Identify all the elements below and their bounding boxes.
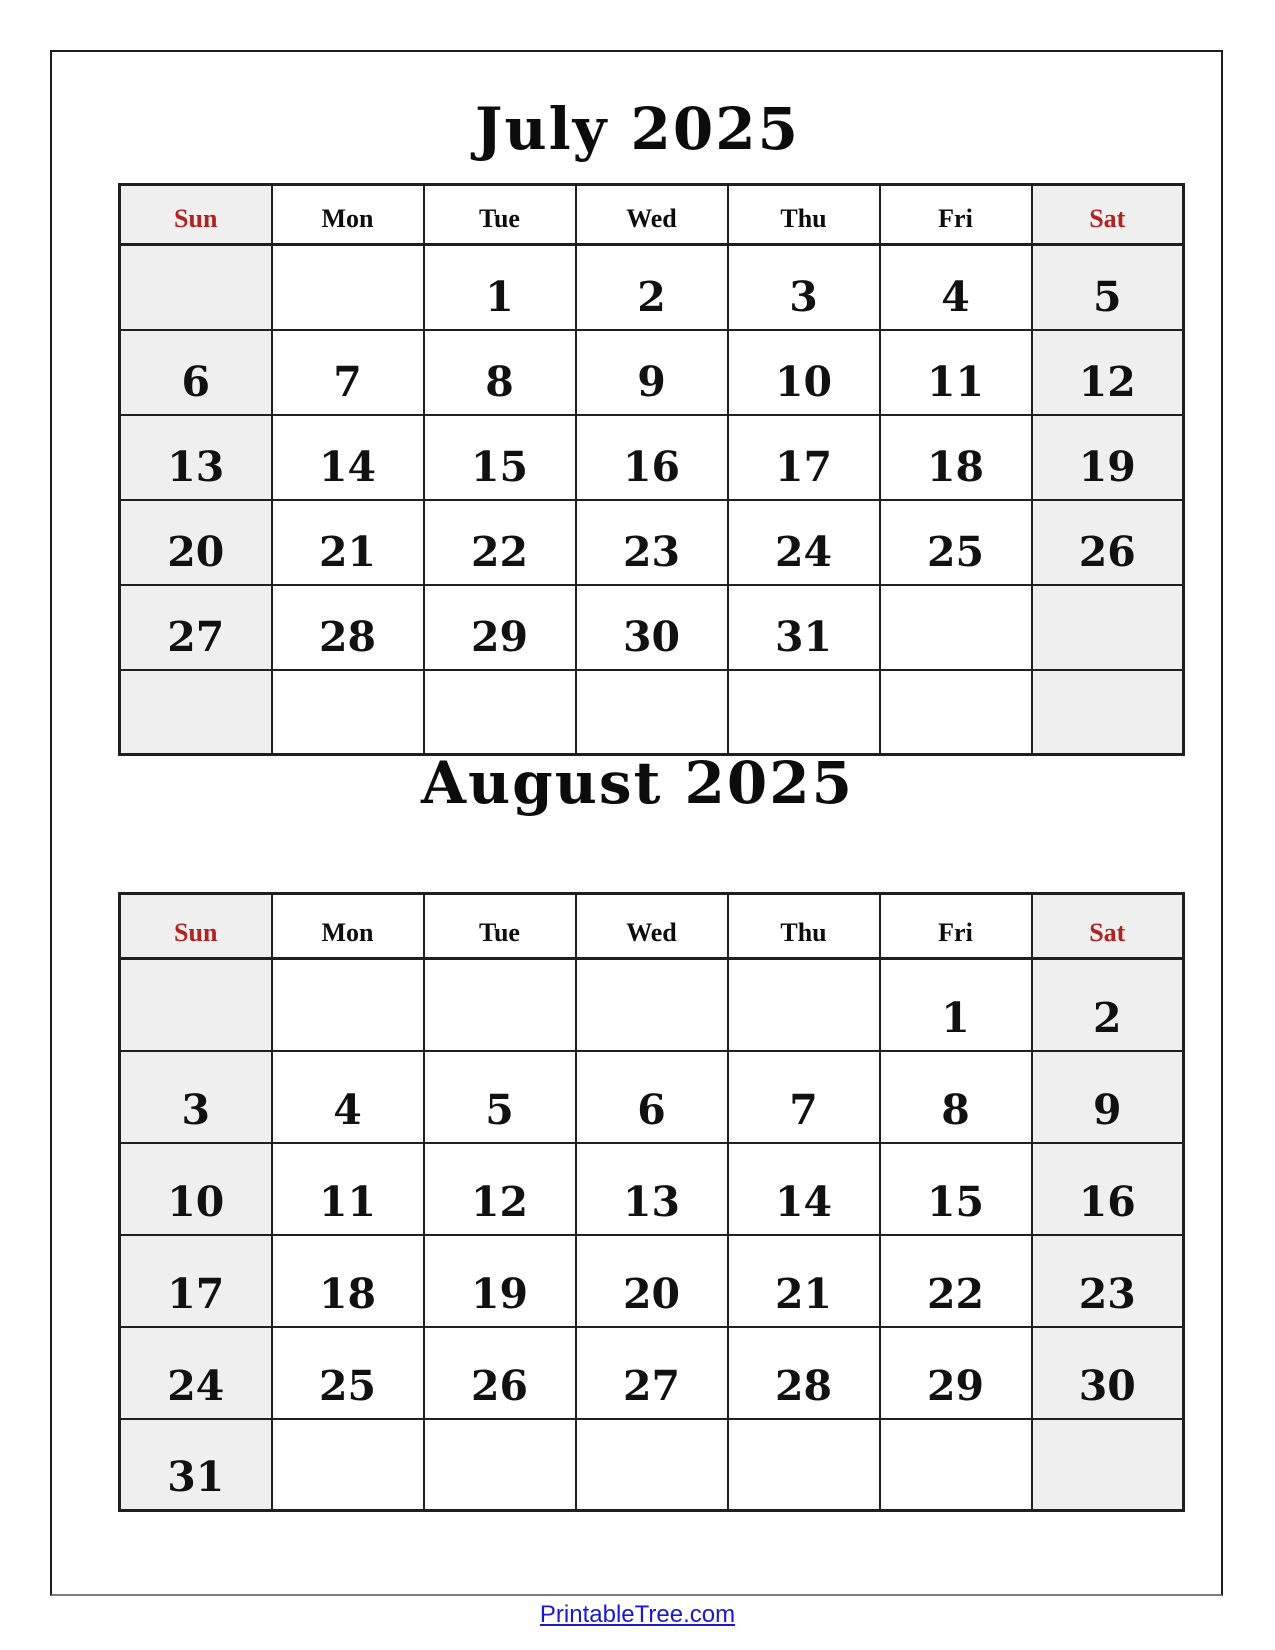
empty-cell — [576, 959, 728, 1051]
week-row — [120, 670, 1184, 755]
date-cell-25: 25 — [880, 500, 1032, 585]
week-row — [120, 415, 1184, 500]
date-cell-13: 13 — [120, 415, 272, 500]
date-cell-2: 2 — [1032, 959, 1184, 1051]
date-cell-3: 3 — [120, 1051, 272, 1143]
date-cell-31: 31 — [120, 1419, 272, 1511]
date-cell-25: 25 — [272, 1327, 424, 1419]
date-cell-9: 9 — [576, 330, 728, 415]
date-cell-13: 13 — [576, 1143, 728, 1235]
empty-cell — [424, 670, 576, 755]
date-cell-15: 15 — [424, 415, 576, 500]
date-cell-3: 3 — [728, 245, 880, 330]
date-cell-30: 30 — [576, 585, 728, 670]
date-cell-14: 14 — [728, 1143, 880, 1235]
day-header-wed: Wed — [576, 894, 728, 959]
week-row — [120, 245, 1184, 330]
week-row — [120, 1235, 1184, 1327]
date-cell-26: 26 — [1032, 500, 1184, 585]
printabletree-link[interactable]: PrintableTree.com — [539, 1601, 736, 1628]
day-header-wed: Wed — [576, 185, 728, 245]
empty-cell — [272, 1419, 424, 1511]
calendar-title-august: August 2025 — [421, 749, 854, 817]
date-cell-18: 18 — [880, 415, 1032, 500]
date-cell-22: 22 — [424, 500, 576, 585]
day-header-sat: Sat — [1032, 894, 1184, 959]
date-cell-28: 28 — [272, 585, 424, 670]
empty-cell — [120, 245, 272, 330]
week-row — [120, 1419, 1184, 1511]
day-header-thu: Thu — [728, 894, 880, 959]
date-cell-17: 17 — [728, 415, 880, 500]
date-cell-31: 31 — [728, 585, 880, 670]
date-cell-24: 24 — [728, 500, 880, 585]
date-cell-24: 24 — [120, 1327, 272, 1419]
date-cell-21: 21 — [728, 1235, 880, 1327]
date-cell-17: 17 — [120, 1235, 272, 1327]
empty-cell — [272, 245, 424, 330]
date-cell-8: 8 — [880, 1051, 1032, 1143]
empty-cell — [272, 959, 424, 1051]
date-cell-6: 6 — [120, 330, 272, 415]
date-cell-5: 5 — [424, 1051, 576, 1143]
date-cell-2: 2 — [576, 245, 728, 330]
empty-cell — [1032, 585, 1184, 670]
week-row — [120, 330, 1184, 415]
day-header-fri: Fri — [880, 185, 1032, 245]
empty-cell — [576, 670, 728, 755]
date-cell-10: 10 — [728, 330, 880, 415]
calendar-grid-july — [118, 183, 1185, 756]
empty-cell — [1032, 670, 1184, 755]
week-row — [120, 1327, 1184, 1419]
date-cell-10: 10 — [120, 1143, 272, 1235]
date-cell-29: 29 — [880, 1327, 1032, 1419]
date-cell-16: 16 — [1032, 1143, 1184, 1235]
week-row — [120, 1051, 1184, 1143]
date-cell-30: 30 — [1032, 1327, 1184, 1419]
empty-cell — [120, 670, 272, 755]
week-row — [120, 585, 1184, 670]
date-cell-26: 26 — [424, 1327, 576, 1419]
day-header-sat: Sat — [1032, 185, 1184, 245]
date-cell-1: 1 — [880, 959, 1032, 1051]
empty-cell — [728, 959, 880, 1051]
calendar-grid-august — [118, 892, 1185, 1512]
date-cell-15: 15 — [880, 1143, 1032, 1235]
footer — [0, 1601, 1275, 1629]
day-header-sun: Sun — [120, 894, 272, 959]
date-cell-19: 19 — [424, 1235, 576, 1327]
date-cell-20: 20 — [576, 1235, 728, 1327]
date-cell-7: 7 — [728, 1051, 880, 1143]
empty-cell — [880, 585, 1032, 670]
day-header-fri: Fri — [880, 894, 1032, 959]
date-cell-11: 11 — [880, 330, 1032, 415]
date-cell-4: 4 — [272, 1051, 424, 1143]
week-row — [120, 959, 1184, 1051]
empty-cell — [576, 1419, 728, 1511]
day-header-sun: Sun — [120, 185, 272, 245]
date-cell-12: 12 — [424, 1143, 576, 1235]
date-cell-20: 20 — [120, 500, 272, 585]
day-header-mon: Mon — [272, 185, 424, 245]
empty-cell — [120, 959, 272, 1051]
date-cell-22: 22 — [880, 1235, 1032, 1327]
date-cell-14: 14 — [272, 415, 424, 500]
day-header-mon: Mon — [272, 894, 424, 959]
day-header-thu: Thu — [728, 185, 880, 245]
date-cell-16: 16 — [576, 415, 728, 500]
date-cell-9: 9 — [1032, 1051, 1184, 1143]
date-cell-6: 6 — [576, 1051, 728, 1143]
date-cell-8: 8 — [424, 330, 576, 415]
date-cell-5: 5 — [1032, 245, 1184, 330]
date-cell-27: 27 — [120, 585, 272, 670]
date-cell-23: 23 — [1032, 1235, 1184, 1327]
date-cell-7: 7 — [272, 330, 424, 415]
empty-cell — [424, 1419, 576, 1511]
date-cell-21: 21 — [272, 500, 424, 585]
date-cell-12: 12 — [1032, 330, 1184, 415]
date-cell-1: 1 — [424, 245, 576, 330]
day-header-tue: Tue — [424, 894, 576, 959]
week-row — [120, 500, 1184, 585]
date-cell-23: 23 — [576, 500, 728, 585]
date-cell-28: 28 — [728, 1327, 880, 1419]
empty-cell — [1032, 1419, 1184, 1511]
calendar-title-july: July 2025 — [475, 95, 800, 163]
date-cell-29: 29 — [424, 585, 576, 670]
empty-cell — [728, 670, 880, 755]
date-cell-27: 27 — [576, 1327, 728, 1419]
empty-cell — [880, 670, 1032, 755]
empty-cell — [424, 959, 576, 1051]
date-cell-18: 18 — [272, 1235, 424, 1327]
empty-cell — [728, 1419, 880, 1511]
date-cell-11: 11 — [272, 1143, 424, 1235]
empty-cell — [880, 1419, 1032, 1511]
date-cell-19: 19 — [1032, 415, 1184, 500]
day-header-tue: Tue — [424, 185, 576, 245]
week-row — [120, 1143, 1184, 1235]
empty-cell — [272, 670, 424, 755]
date-cell-4: 4 — [880, 245, 1032, 330]
